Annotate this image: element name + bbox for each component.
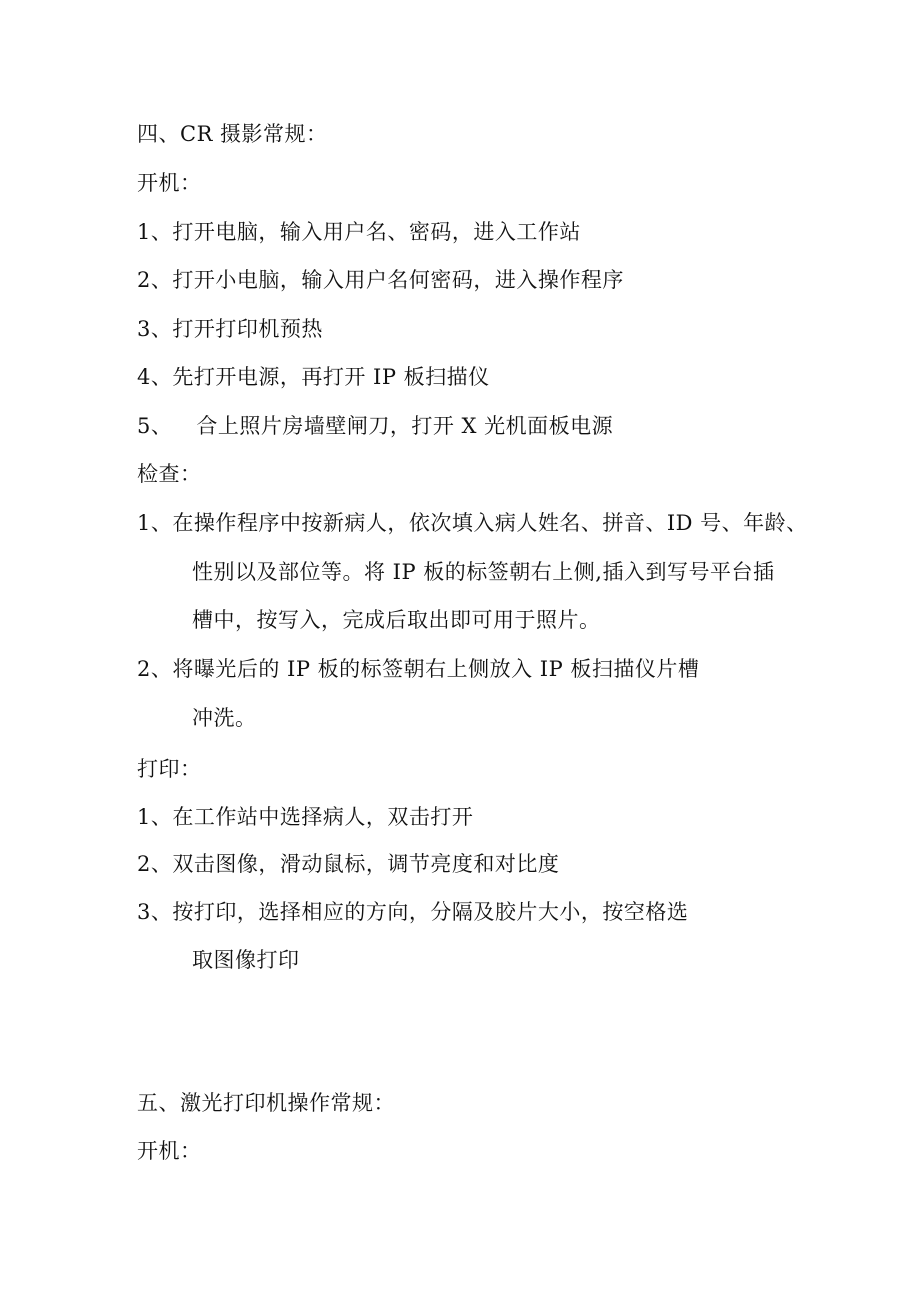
exam-step-1-cont-1: 性别以及部位等。将 IP 板的标签朝右上侧,插入到写号平台插 xyxy=(192,560,775,584)
startup-step-1: 1、打开电脑，输入用户名、密码，进入工作站 xyxy=(137,220,581,244)
exam-step-2-cont: 冲洗。 xyxy=(192,706,257,730)
startup-step-3: 3、打开打印机预热 xyxy=(137,317,323,341)
print-step-1: 1、在工作站中选择病人，双击打开 xyxy=(137,805,474,829)
startup-step-5-text: 合上照片房墙壁闸刀，打开 X 光机面板电源 xyxy=(196,414,614,438)
group-title-laser-startup: 开机： xyxy=(137,1139,202,1163)
print-step-3-cont: 取图像打印 xyxy=(192,948,300,972)
startup-step-4: 4、先打开电源，再打开 IP 板扫描仪 xyxy=(137,365,490,389)
group-title-exam: 检查： xyxy=(137,462,202,486)
startup-step-5-number: 5、 xyxy=(137,414,173,438)
print-step-3: 3、按打印，选择相应的方向，分隔及胶片大小，按空格选 xyxy=(137,900,689,924)
exam-step-2: 2、将曝光后的 IP 板的标签朝右上侧放入 IP 板扫描仪片槽 xyxy=(137,657,700,681)
startup-step-5 xyxy=(137,412,613,440)
group-title-print: 打印： xyxy=(137,757,202,781)
section-heading-laser-printer: 五、激光打印机操作常规： xyxy=(137,1091,395,1115)
section-heading-cr: 四、CR 摄影常规： xyxy=(137,122,328,146)
exam-step-1: 1、在操作程序中按新病人，依次填入病人姓名、拼音、ID 号、年龄、 xyxy=(137,511,808,535)
startup-step-2: 2、打开小电脑，输入用户名何密码，进入操作程序 xyxy=(137,268,624,292)
exam-step-1-cont-2: 槽中，按写入，完成后取出即可用于照片。 xyxy=(192,608,601,632)
group-title-startup: 开机： xyxy=(137,171,202,195)
print-step-2: 2、双击图像，滑动鼠标，调节亮度和对比度 xyxy=(137,852,560,876)
